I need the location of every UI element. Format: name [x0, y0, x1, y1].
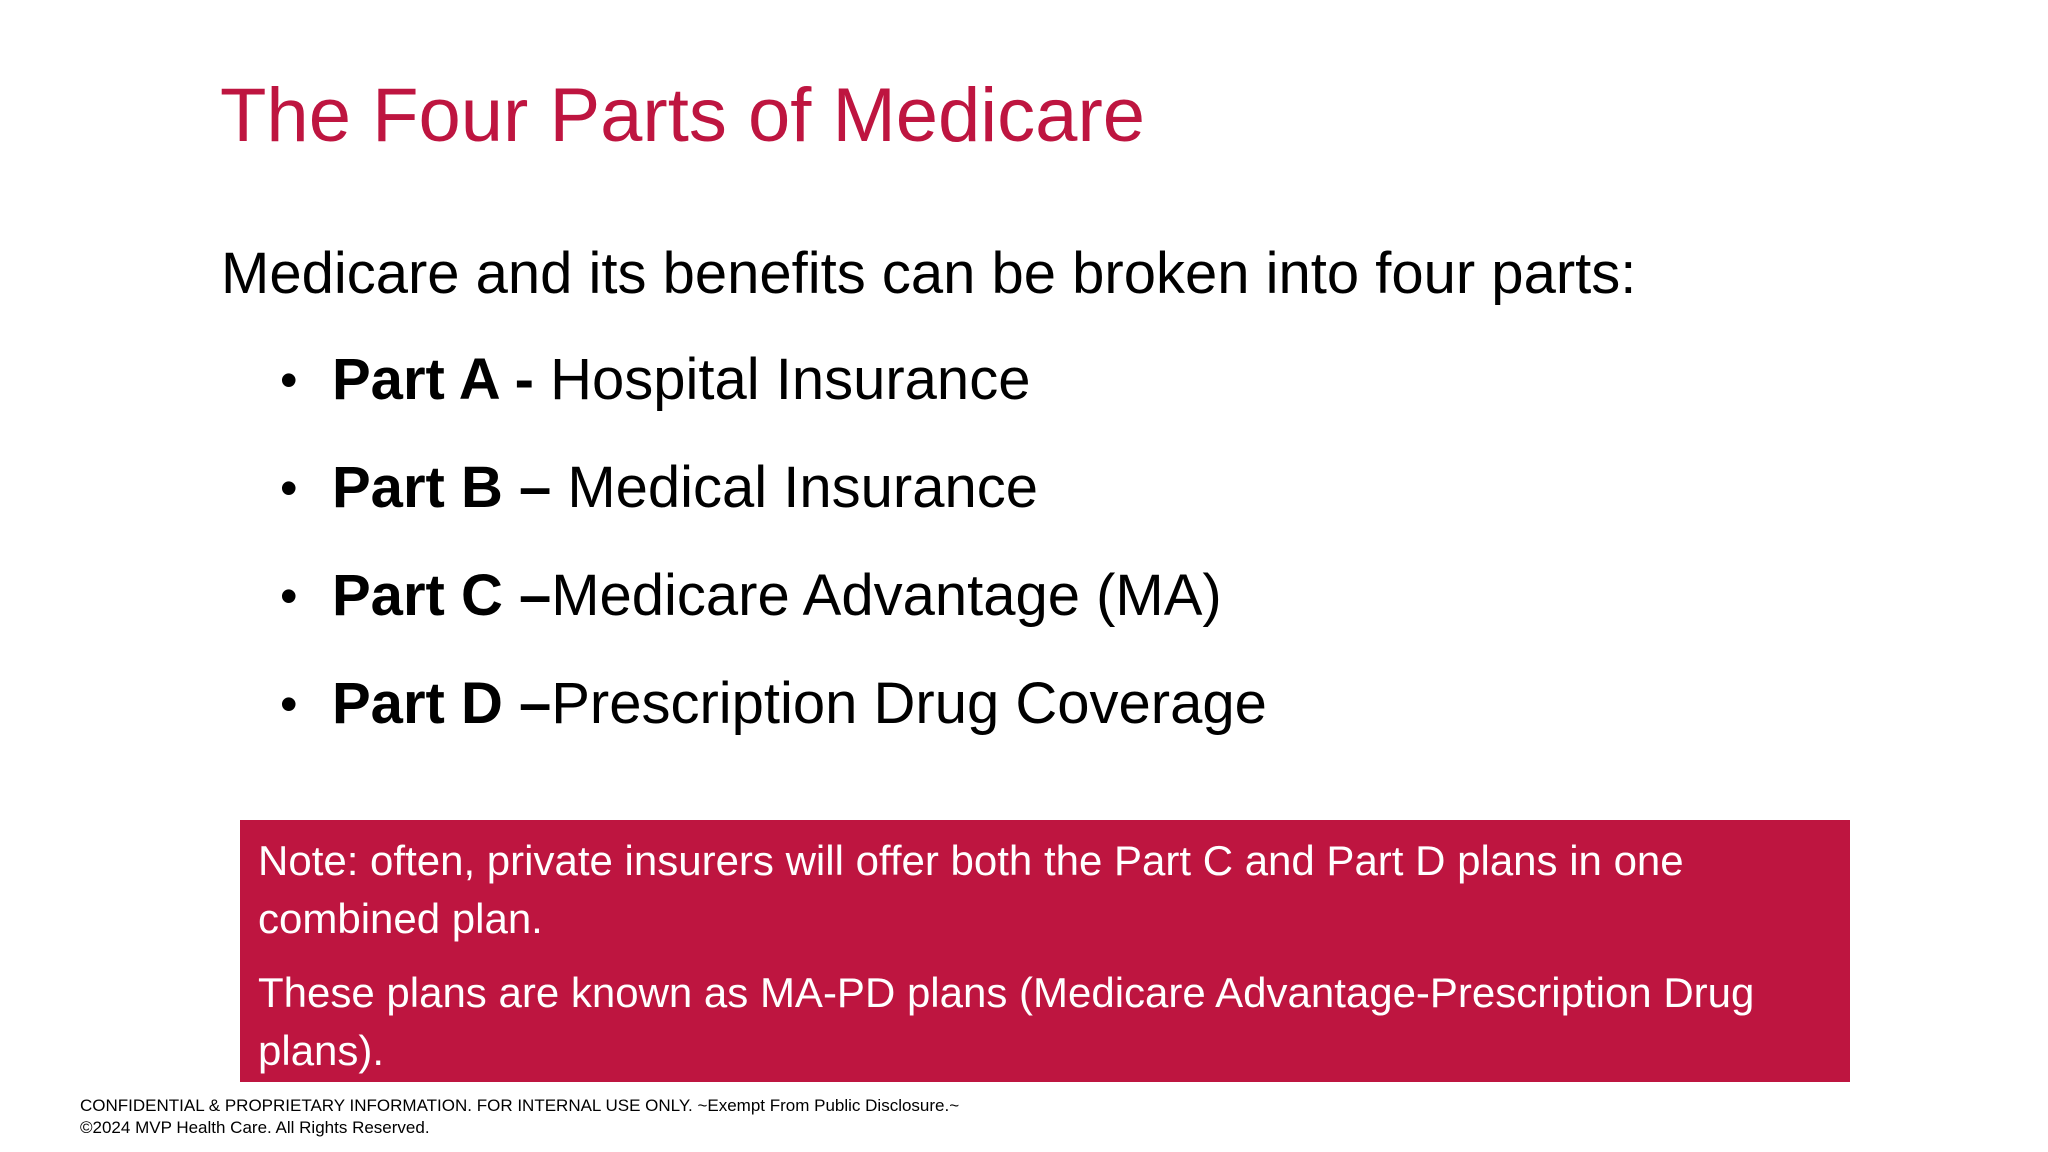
- part-b-label: Part B –: [332, 455, 568, 520]
- bullet-icon: •: [280, 676, 298, 732]
- bullet-icon: •: [280, 352, 298, 408]
- note-paragraph-2: These plans are known as MA-PD plans (Medicare Advantage-Prescription Drug plans).: [258, 969, 1755, 1074]
- intro-text: Medicare and its benefits can be broken into four parts:: [221, 241, 1637, 306]
- part-d-text: [332, 666, 1267, 742]
- part-c-text: [332, 558, 1222, 634]
- part-a-description: Hospital Insurance: [550, 347, 1031, 412]
- part-d-label: Part D –: [332, 671, 552, 736]
- note-callout: [240, 820, 1850, 1082]
- slide-title: The Four Parts of Medicare: [220, 73, 1146, 158]
- part-a-text: [332, 342, 1030, 418]
- part-a-label: Part A -: [332, 347, 551, 412]
- footer-confidential-line: CONFIDENTIAL & PROPRIETARY INFORMATION. FOR INTERNAL USE ONLY. ~Exempt From Public Disclosure.~: [80, 1096, 960, 1115]
- footer-copyright-line: ©2024 MVP Health Care. All Rights Reserved.: [80, 1118, 430, 1137]
- part-c-label: Part C –: [332, 563, 552, 628]
- footer-disclaimer: [80, 1095, 959, 1139]
- bullet-icon: •: [280, 568, 298, 624]
- part-b-text: [332, 450, 1038, 526]
- bullet-icon: •: [280, 460, 298, 516]
- note-paragraph-1: Note: often, private insurers will offer both the Part C and Part D plans in one combined plan.: [258, 837, 1684, 942]
- part-c-description: Medicare Advantage (MA): [551, 563, 1222, 628]
- part-d-description: Prescription Drug Coverage: [551, 671, 1267, 736]
- part-b-description: Medical Insurance: [567, 455, 1039, 520]
